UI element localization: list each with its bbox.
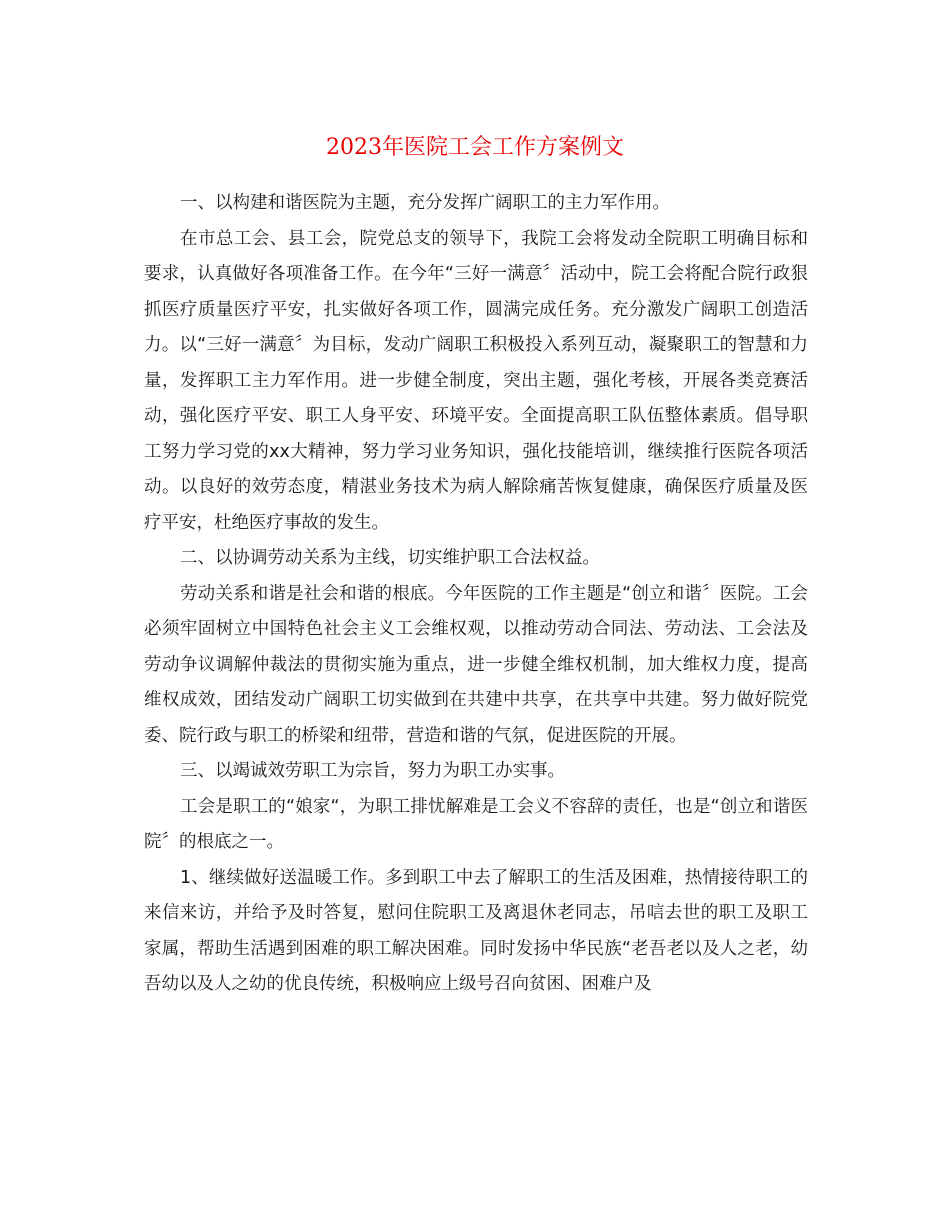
document-title: 2023年医院工会工作方案例文 — [326, 135, 624, 160]
section-heading-1: 一、以构建和谐医院为主题，充分发挥广阔职工的主力军作用。 — [180, 193, 670, 213]
body-paragraph: 在市总工会、县工会，院党总支的领导下，我院工会将发动全院职工明确目标和要求，认真做好各项准备工作。在今年“三好一满意〞活动中，院工会将配合院行政狠抓医疗质量医疗平安，扎实做好各项工作，圆满完成任务。充分激发广阔职工创造活力。以“三好一满意〞为目标，发动广阔职工积极投入系列互动，凝聚职工的智慧和力量，发挥职工主力军作用。进一步健全制度，突出主题，强化考核，开展各类竞赛活动，强化医疗平安、职工人身平安、环境平安。全面提高职工队伍整体素质。倡导职工努力学习党的xx大精神，努力学习业务知识，强化技能培训，继续推行医院各项活动。以良好的效劳态度，精湛业务技术为病人解除痛苦恢复健康，确保医疗质量及医疗平安，杜绝医疗事故的发生。 — [144, 228, 808, 533]
section-heading-3: 三、以竭诚效劳职工为宗旨，努力为职工办实事。 — [180, 761, 565, 781]
document-body — [144, 186, 808, 1003]
section-heading-2: 二、以协调劳动关系为主线，切实维护职工合法权益。 — [180, 548, 600, 568]
body-paragraph: 工会是职工的“娘家“，为职工排忧解难是工会义不容辞的责任，也是“创立和谐医院〞的根底之一。 — [144, 796, 808, 852]
body-paragraph: 劳动关系和谐是社会和谐的根底。今年医院的工作主题是“创立和谐〞医院。工会必须牢固树立中国特色社会主义工会维权观，以推动劳动合同法、劳动法、工会法及劳动争议调解仲裁法的贯彻实施为重点，进一步健全维权机制，加大维权力度，提高维权成效，团结发动广阔职工切实做到在共建中共享，在共享中共建。努力做好院党委、院行政与职工的桥梁和纽带，营造和谐的气氛，促进医院的开展。 — [144, 583, 808, 746]
list-item-paragraph: 1、继续做好送温暖工作。多到职工中去了解职工的生活及困难，热情接待职工的来信来访，并给予及时答复，慰问住院职工及离退休老同志，吊唁去世的职工及职工家属，帮助生活遇到困难的职工解决困难。同时发扬中华民族“老吾老以及人之老，幼吾幼以及人之幼的优良传统，积极响应上级号召向贫困、困难户及 — [144, 867, 808, 994]
